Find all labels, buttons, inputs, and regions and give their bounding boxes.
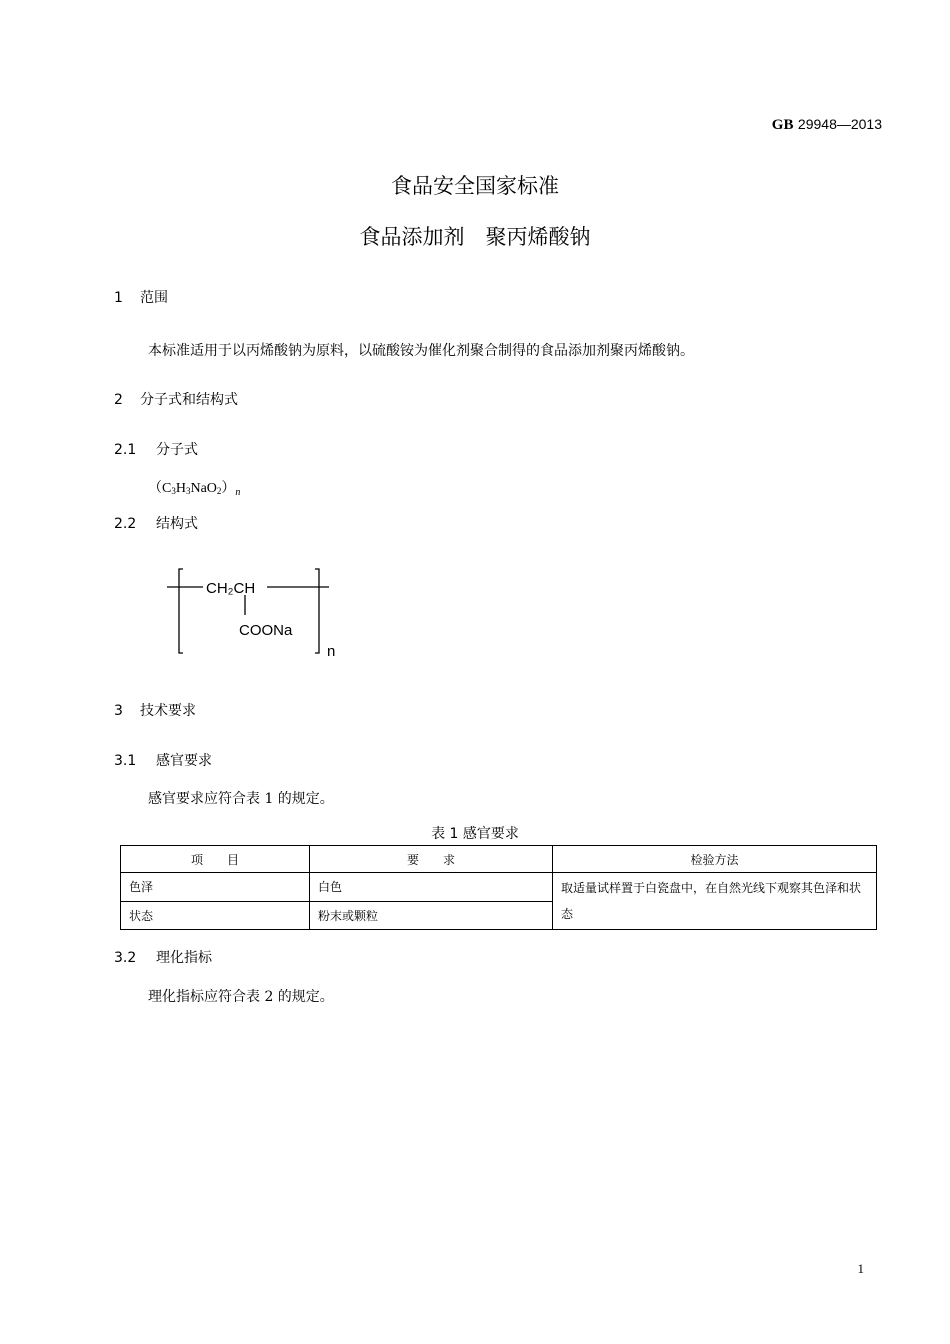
table-caption: 表 1 感官要求	[431, 826, 519, 842]
document-title: 食品安全国家标准	[391, 174, 559, 198]
section-number: 2.2	[114, 516, 137, 532]
section-2-2-heading	[114, 513, 198, 533]
standard-code-prefix: GB	[771, 117, 794, 133]
section-3-2-text: 理化指标应符合表 2 的规定。	[148, 989, 334, 1005]
section-title: 范围	[140, 290, 168, 306]
left-bracket	[179, 569, 183, 653]
requirement-cell: 白色	[310, 873, 553, 902]
section-title: 分子式和结构式	[140, 392, 238, 408]
section-number: 2.1	[114, 442, 137, 458]
item-cell: 色泽	[121, 873, 310, 902]
backbone-group: CH₂CH	[206, 580, 256, 597]
section-title: 理化指标	[156, 950, 212, 966]
requirement-cell: 粉末或颗粒	[310, 901, 553, 930]
section-2-heading	[114, 389, 238, 409]
section-title: 感官要求	[156, 753, 212, 769]
table-row	[121, 873, 877, 902]
section-2-1-heading	[114, 439, 198, 459]
section-1-heading	[114, 287, 168, 307]
section-title: 结构式	[156, 516, 198, 532]
section-number: 3.2	[114, 950, 137, 966]
column-header: 项 目	[121, 846, 310, 873]
section-1-text: 本标准适用于以丙烯酸钠为原料，以硫酸铵为催化剂聚合制得的食品添加剂聚丙烯酸钠。	[148, 343, 694, 359]
section-3-1-text: 感官要求应符合表 1 的规定。	[148, 791, 334, 807]
column-header: 要 求	[310, 846, 553, 873]
section-title: 技术要求	[140, 703, 196, 719]
side-group: COONa	[239, 622, 293, 639]
section-title: 分子式	[156, 442, 198, 458]
method-cell: 取适量试样置于白瓷盘中，在自然光线下观察其色泽和状态	[553, 873, 877, 930]
section-number: 1	[114, 290, 123, 306]
standard-code-number: 29948—2013	[797, 116, 882, 132]
section-3-heading	[114, 700, 196, 720]
structural-formula	[163, 563, 343, 663]
item-cell: 状态	[121, 901, 310, 930]
sensory-requirements-table	[120, 845, 877, 930]
column-header: 检验方法	[553, 846, 877, 873]
right-bracket	[315, 569, 319, 653]
table-header-row	[121, 846, 877, 873]
molecular-formula: $(C_3H_3NaO_2)_n$	[148, 481, 241, 498]
repeat-index: n	[327, 643, 336, 660]
section-number: 3	[114, 703, 123, 719]
page-number: 1	[857, 1261, 864, 1276]
section-3-2-heading	[114, 947, 212, 967]
section-number: 2	[114, 392, 123, 408]
section-3-1-heading	[114, 750, 212, 770]
section-number: 3.1	[114, 753, 137, 769]
document-subtitle: 食品添加剂 聚丙烯酸钠	[359, 225, 591, 249]
standard-code	[772, 116, 882, 134]
